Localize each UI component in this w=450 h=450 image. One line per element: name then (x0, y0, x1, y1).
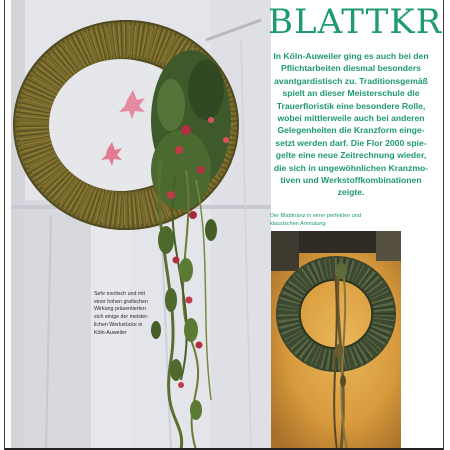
caption-line: Wirkung präsentierten (94, 306, 146, 313)
caption-line: einer hohen grafischen (94, 298, 148, 305)
article-line: Pflichtarbeiten diesmal besonders (281, 63, 421, 74)
article-line: tiven und Werkstoffkombinationen (280, 175, 422, 186)
caption-line: lichen Werkstücke in (94, 321, 143, 328)
leaf-wreath-illustration (271, 231, 401, 450)
caption-line: klassischen Anmutung (270, 221, 326, 227)
left-photo-caption (94, 291, 174, 337)
right-photo-leaf-wreath (271, 231, 401, 450)
magazine-page (4, 0, 444, 450)
article-line: In Köln-Auweiler ging es auch bei den (273, 51, 429, 61)
article-line: gelte eine neue Zeitrechnung wieder, (275, 150, 427, 161)
caption-line: Der Blattkranz in einer perfekten und (270, 213, 362, 219)
article-line: spielt an dieser Meisterschule die (282, 88, 420, 99)
article-line: die sich in ungewöhnlichen Kranzmo- (273, 162, 429, 173)
article-line: avantgardistisch zu. Traditionsgemäß (274, 75, 428, 86)
caption-line: Köln-Auweiler (94, 329, 127, 336)
article-line: Trauerfloristik eine besondere Rolle, (276, 100, 426, 111)
article-body (253, 50, 444, 199)
page-title: BLATTKR (268, 2, 443, 42)
article-line: wobei mittlerweile auch bei anderen (277, 113, 425, 124)
article-line: Gelegenheiten die Kranzform einge- (277, 125, 425, 136)
article-line: zeigte. (337, 187, 365, 198)
article-line: setzt werden darf. Die Flor 2000 spie- (275, 137, 427, 148)
caption-line: Sehr exotisch und mit (94, 291, 145, 297)
exotic-wreath-illustration (11, 0, 271, 450)
caption-line: sich einige der meister- (94, 314, 149, 321)
left-photo-exotic-wreath (11, 0, 271, 450)
right-photo-caption (270, 212, 410, 228)
